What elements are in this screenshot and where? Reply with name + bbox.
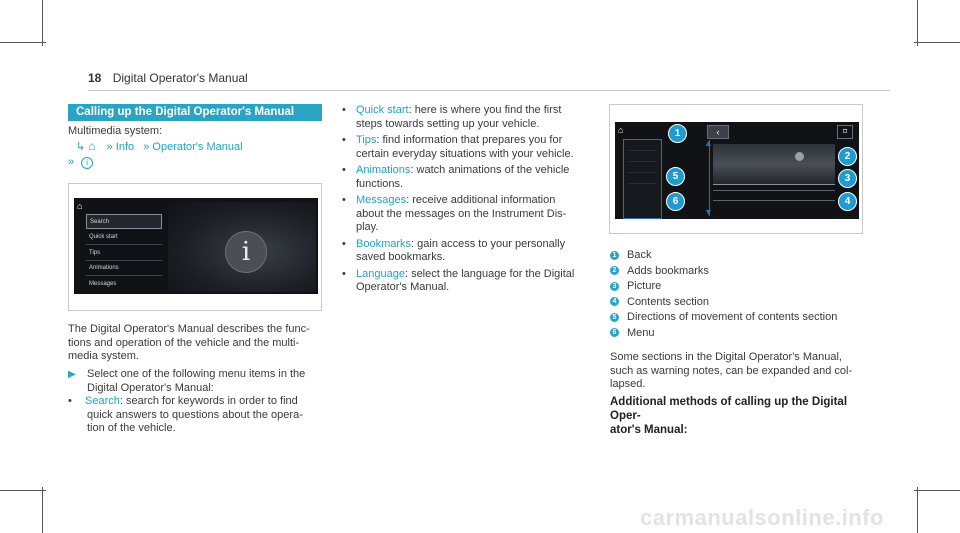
instruction-block xyxy=(68,368,323,436)
text-line: Select one of the following menu items in the xyxy=(87,368,306,380)
home-icon: ⌂ xyxy=(77,201,83,211)
legend-number: 4 xyxy=(610,297,619,306)
callout-3: 3 xyxy=(838,169,857,188)
legend-item xyxy=(610,265,865,279)
text-line: functions. xyxy=(356,177,404,190)
text-line: steps towards setting up your vehicle. xyxy=(356,117,540,130)
bullet-dot-icon: • xyxy=(342,194,346,206)
info-circle-icon: i xyxy=(81,157,93,169)
menu-item-animations[interactable]: Animations xyxy=(86,261,162,276)
text-line: saved bookmarks. xyxy=(356,251,446,263)
scroll-arrow-icon xyxy=(709,140,710,216)
content-line xyxy=(713,200,835,201)
bullet-dot-icon: • xyxy=(342,164,346,176)
nav-intro: Multimedia system: xyxy=(68,125,163,137)
list-item xyxy=(342,268,597,295)
text-line: Digital Operator's Manual: xyxy=(87,381,214,394)
legend-item xyxy=(610,311,865,325)
text-line: lapsed. xyxy=(610,378,646,390)
bullet-dot-icon: • xyxy=(342,267,346,280)
chevron-double-right-icon: » xyxy=(68,156,75,168)
list-item xyxy=(342,104,597,131)
menu-item-tips[interactable]: Tips xyxy=(86,246,162,261)
text-line: about the messages on the Instrument Dis- xyxy=(356,207,567,220)
legend-number: 2 xyxy=(610,266,619,275)
page-number: 18 xyxy=(88,71,102,85)
text-line: : here is where you find the first xyxy=(408,104,562,116)
nav-path-line2 xyxy=(68,156,93,170)
content-line xyxy=(713,190,835,191)
header-title: Digital Operator's Manual xyxy=(112,71,248,85)
callout-6: 6 xyxy=(666,192,685,211)
return-arrow-icon: ↳ xyxy=(76,141,86,153)
instruction-arrow-icon: ▶ xyxy=(68,369,76,380)
text-line: : select the language for the Digital xyxy=(404,267,575,280)
text-line: : watch animations of the vehicle xyxy=(410,164,570,176)
callout-5: 5 xyxy=(666,167,685,186)
list-item xyxy=(342,238,597,265)
legend-number: 5 xyxy=(610,313,619,322)
list-item xyxy=(342,164,597,191)
term: Quick start xyxy=(356,104,409,116)
callout-1: 1 xyxy=(668,124,687,143)
text-line: certain everyday situations with your vehicle. xyxy=(356,147,574,160)
term: Messages xyxy=(356,194,407,206)
text-line: The Digital Operator's Manual describes the func- xyxy=(68,323,310,335)
text-line: media system. xyxy=(68,350,139,362)
legend-item xyxy=(610,296,865,310)
crop-mark xyxy=(0,42,46,43)
nav-path xyxy=(76,140,316,155)
arrow-up-icon: ▲ xyxy=(704,138,713,148)
legend-number: 6 xyxy=(610,328,619,337)
term: Animations xyxy=(356,164,411,176)
text-line: : search for keywords in order to find xyxy=(119,395,298,407)
legend-item xyxy=(610,327,865,341)
text-line: : find information that prepares you for xyxy=(376,134,563,146)
header-divider xyxy=(88,90,890,91)
bullet-dot-icon: • xyxy=(342,237,346,250)
nav-step-manual: Operator's Manual xyxy=(152,141,243,153)
bullet-dot-icon: • xyxy=(342,134,346,146)
text-line: Additional methods of calling up the Digital Oper- xyxy=(610,396,848,422)
page-header xyxy=(88,71,248,85)
menu-panel xyxy=(623,139,662,219)
menu-item-messages[interactable]: Messages xyxy=(89,281,117,287)
legend-label: Adds bookmarks xyxy=(627,264,709,277)
nav-step-info: Info xyxy=(115,141,135,153)
section-title: Calling up the Digital Operator's Manual xyxy=(68,104,322,121)
legend-number: 1 xyxy=(610,251,619,260)
picture-area xyxy=(713,144,835,185)
legend-item xyxy=(610,280,865,294)
crop-mark xyxy=(42,487,43,533)
menu-item-search[interactable]: Search xyxy=(86,214,162,229)
back-button[interactable]: ‹ xyxy=(707,125,729,139)
picture-marker-icon xyxy=(795,152,804,161)
figure-screen-content xyxy=(609,104,863,234)
crop-mark xyxy=(914,42,960,43)
chevron-double-right-icon: » xyxy=(143,141,150,153)
legend-label: Back xyxy=(627,249,652,261)
legend-number: 3 xyxy=(610,282,619,291)
figure-screen-menu xyxy=(68,183,322,311)
text-line: tions and operation of the vehicle and the multi- xyxy=(68,336,300,349)
text-line: tion of the vehicle. xyxy=(87,422,176,434)
term-search: Search xyxy=(85,395,120,407)
text-line: ator's Manual: xyxy=(610,424,688,436)
expand-note xyxy=(610,351,870,392)
bookmark-button[interactable]: ⌑ xyxy=(837,125,853,139)
legend-label: Picture xyxy=(627,280,662,292)
callout-4: 4 xyxy=(838,192,857,211)
text-line: : receive additional information xyxy=(406,194,556,206)
figure-legend xyxy=(610,249,865,340)
arrow-down-icon: ▼ xyxy=(704,207,713,217)
list-item xyxy=(342,194,597,235)
text-line: Operator's Manual. xyxy=(356,281,450,293)
info-logo-icon: i xyxy=(225,231,267,273)
legend-item xyxy=(610,249,865,263)
legend-label: Menu xyxy=(627,326,655,339)
crop-mark xyxy=(917,487,918,533)
legend-label: Directions of movement of contents section xyxy=(627,311,838,323)
chevron-double-right-icon: » xyxy=(106,141,113,153)
menu-item-quick-start[interactable]: Quick start xyxy=(86,230,162,245)
watermark: carmanualsonline.info xyxy=(640,505,884,530)
screen-content xyxy=(615,122,859,219)
callout-2: 2 xyxy=(838,147,857,166)
crop-mark xyxy=(917,0,918,46)
text-line: quick answers to questions about the opera- xyxy=(87,408,303,421)
menu-items-list xyxy=(342,104,597,295)
home-icon: ⌂ xyxy=(88,139,96,153)
bullet-dot-icon: • xyxy=(68,395,72,407)
crop-mark xyxy=(0,490,46,491)
text-line: play. xyxy=(356,221,379,233)
legend-label: Contents section xyxy=(627,295,709,308)
bullet-dot-icon: • xyxy=(342,104,346,116)
crop-mark xyxy=(914,490,960,491)
text-line: Some sections in the Digital Operator's Manual, xyxy=(610,351,842,363)
description-paragraph xyxy=(68,323,323,364)
crop-mark xyxy=(42,0,43,46)
term: Language xyxy=(356,267,405,280)
term: Bookmarks xyxy=(356,237,412,250)
subheading xyxy=(610,395,870,437)
text-line: such as warning notes, can be expanded and col- xyxy=(610,364,853,377)
list-item xyxy=(342,134,597,161)
home-icon: ⌂ xyxy=(618,125,624,135)
text-line: : gain access to your personally xyxy=(411,237,566,250)
term: Tips xyxy=(356,134,377,146)
screen-menu xyxy=(74,198,318,294)
